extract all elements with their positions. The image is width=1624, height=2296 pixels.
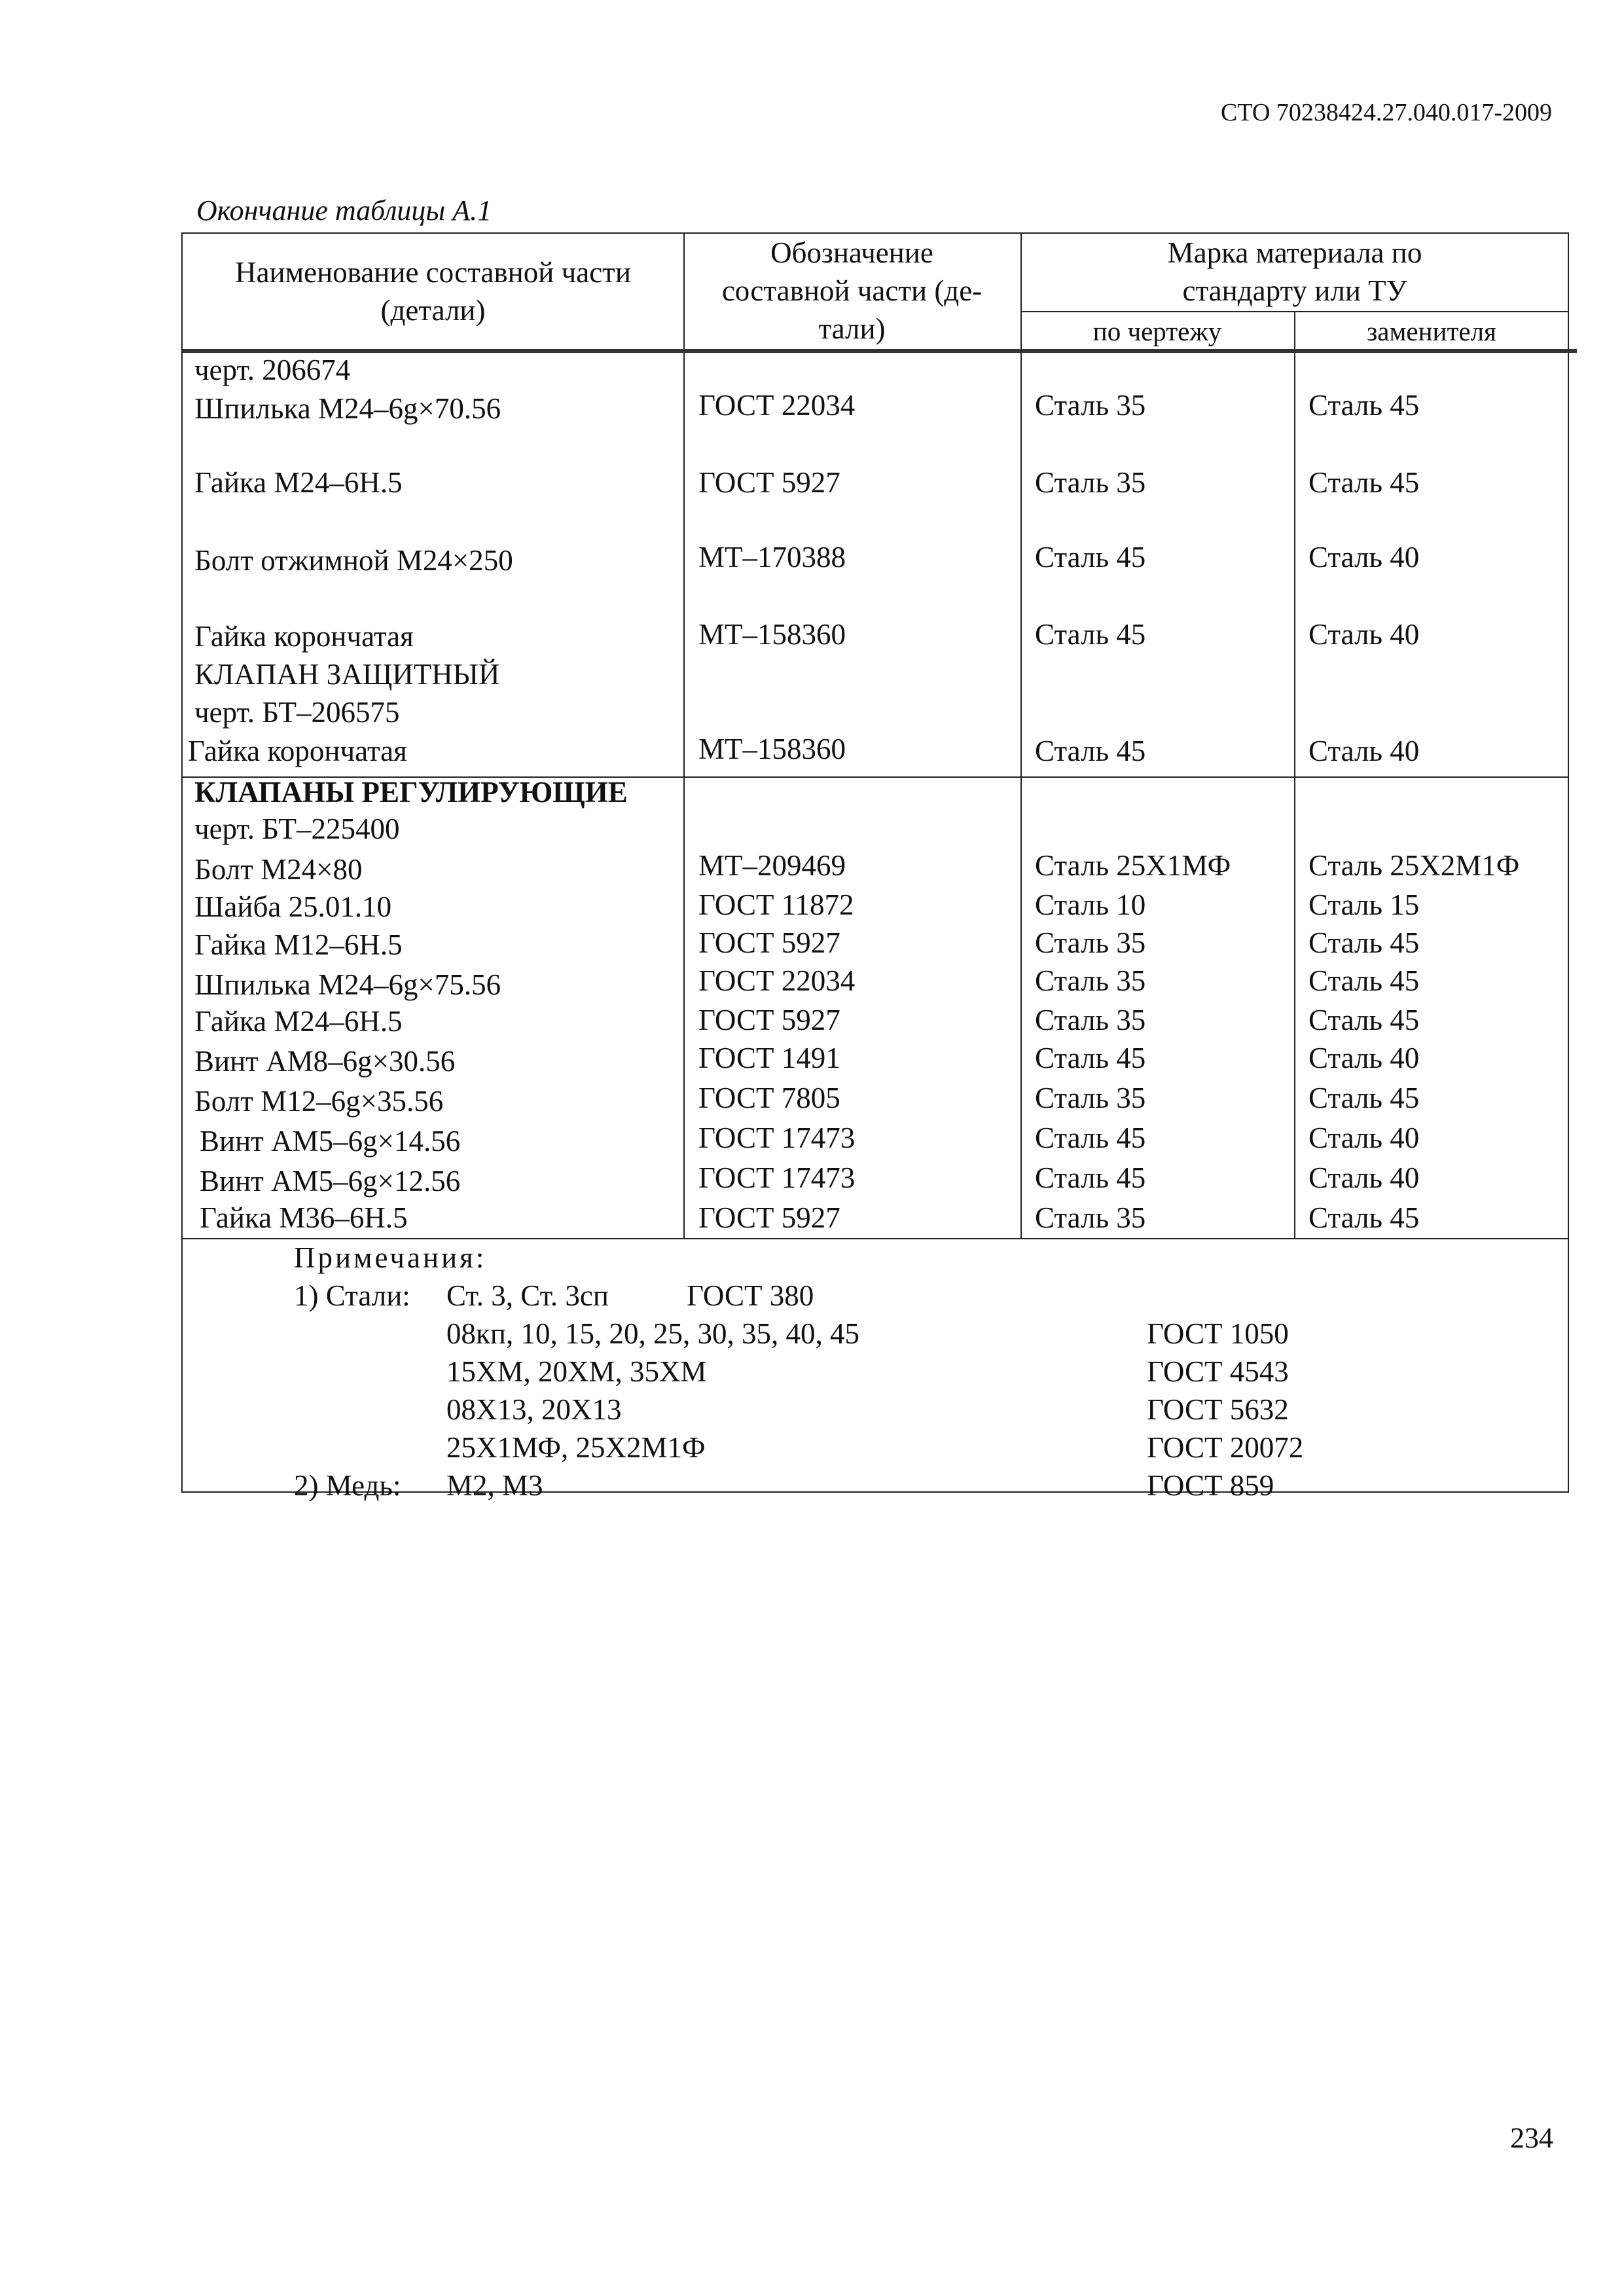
row-name: Гайка корончатая xyxy=(188,735,407,767)
col-divider-2 xyxy=(1020,234,1022,1239)
header-name xyxy=(183,253,683,329)
row-designation: МТ–158360 xyxy=(698,618,846,651)
row-material: Сталь 35 xyxy=(1035,1201,1146,1234)
row-substitute: Сталь 45 xyxy=(1308,1201,1420,1234)
row-material: Сталь 35 xyxy=(1035,389,1146,422)
header-designation-line2: составной части (де- xyxy=(721,274,983,307)
row-material: Сталь 45 xyxy=(1035,1161,1146,1194)
header-subdivider xyxy=(1020,311,1569,312)
header-designation-line1: Обозначение xyxy=(770,236,933,269)
notes-steel-grades: 08кп, 10, 15, 20, 25, 30, 35, 40, 45 xyxy=(446,1317,859,1350)
row-name: черт. БТ–225400 xyxy=(194,812,400,845)
notes-steel-gost: ГОСТ 5632 xyxy=(1147,1393,1289,1426)
notes-copper-grades: М2, М3 xyxy=(446,1469,543,1502)
row-name: Винт АМ8–6g×30.56 xyxy=(194,1045,456,1078)
row-material: Сталь 45 xyxy=(1035,735,1146,767)
header-designation xyxy=(683,234,1020,348)
row-substitute: Сталь 40 xyxy=(1308,1161,1420,1194)
notes-steel-grades: 25Х1МФ, 25Х2М1Ф xyxy=(446,1431,706,1464)
row-name: Гайка М12–6Н.5 xyxy=(194,928,403,961)
row-name: черт. 206674 xyxy=(194,354,351,386)
header-material-line1: Марка материала по xyxy=(1167,236,1422,269)
row-designation: ГОСТ 5927 xyxy=(698,926,840,959)
notes-steel-grades: Ст. 3, Ст. 3сп xyxy=(446,1279,609,1312)
table-caption: Окончание таблицы А.1 xyxy=(196,194,492,227)
row-designation: ГОСТ 17473 xyxy=(698,1161,856,1194)
row-designation: МТ–209469 xyxy=(698,849,846,882)
header-by-drawing: по чертежу xyxy=(1092,316,1222,346)
row-designation: ГОСТ 11872 xyxy=(698,888,854,921)
row-designation: ГОСТ 5927 xyxy=(698,466,840,499)
row-substitute: Сталь 45 xyxy=(1308,926,1420,959)
row-name: черт. БТ–206575 xyxy=(194,696,400,729)
page-number: 234 xyxy=(1510,2122,1553,2154)
header-bottom-rule xyxy=(183,349,1577,353)
header-material xyxy=(1020,234,1569,310)
row-substitute: Сталь 45 xyxy=(1308,964,1420,997)
notes-copper-label: 2) Медь: xyxy=(294,1469,401,1502)
row-name: КЛАПАНЫ РЕГУЛИРУЮЩИЕ xyxy=(194,776,628,809)
row-name: Шпилька М24–6g×70.56 xyxy=(194,392,501,425)
row-material: Сталь 35 xyxy=(1035,964,1146,997)
notes-steel-gost: ГОСТ 380 xyxy=(687,1279,814,1312)
row-material: Сталь 35 xyxy=(1035,1082,1146,1114)
row-substitute: Сталь 15 xyxy=(1308,888,1420,921)
row-material: Сталь 45 xyxy=(1035,1042,1146,1074)
col-divider-1 xyxy=(683,234,685,1239)
row-substitute: Сталь 40 xyxy=(1308,1042,1420,1074)
notes-steel-grades: 08Х13, 20Х13 xyxy=(446,1393,622,1426)
row-material: Сталь 35 xyxy=(1035,466,1146,499)
notes-steel-grades: 15ХМ, 20ХМ, 35ХМ xyxy=(446,1355,707,1388)
row-material: Сталь 35 xyxy=(1035,1004,1146,1036)
row-name: Винт АМ5–6g×14.56 xyxy=(200,1125,461,1157)
row-name: Болт отжимной М24×250 xyxy=(194,544,513,577)
notes-steel-gost: ГОСТ 20072 xyxy=(1147,1431,1304,1464)
row-material: Сталь 10 xyxy=(1035,888,1146,921)
row-substitute: Сталь 45 xyxy=(1308,466,1420,499)
header-name-line2: (детали) xyxy=(380,294,486,327)
notes-title: Примечания: xyxy=(294,1241,487,1274)
row-designation: ГОСТ 5927 xyxy=(698,1201,840,1234)
row-designation: ГОСТ 1491 xyxy=(698,1042,840,1074)
row-substitute: Сталь 45 xyxy=(1308,1004,1420,1036)
row-designation: ГОСТ 22034 xyxy=(698,389,856,422)
header-name-line1: Наименование составной части xyxy=(235,256,631,289)
notes-steel-label: 1) Стали: xyxy=(294,1279,410,1312)
row-name: Гайка М24–6Н.5 xyxy=(194,1005,403,1038)
row-substitute: Сталь 25Х2М1Ф xyxy=(1308,849,1520,882)
header-designation-line3: тали) xyxy=(818,312,886,345)
row-material: Сталь 25Х1МФ xyxy=(1035,849,1231,882)
row-designation: ГОСТ 5927 xyxy=(698,1004,840,1036)
col-divider-3 xyxy=(1294,311,1295,1239)
notes-divider xyxy=(183,1238,1569,1239)
row-designation: МТ–158360 xyxy=(698,733,846,765)
row-name: Шайба 25.01.10 xyxy=(194,890,392,923)
row-substitute: Сталь 40 xyxy=(1308,1121,1420,1154)
row-substitute: Сталь 40 xyxy=(1308,541,1420,574)
row-name: Болт М24×80 xyxy=(194,853,363,886)
row-name: Гайка М36–6Н.5 xyxy=(200,1201,408,1234)
row-name: Шпилька М24–6g×75.56 xyxy=(194,968,501,1001)
row-designation: ГОСТ 22034 xyxy=(698,964,856,997)
row-name: Болт М12–6g×35.56 xyxy=(194,1085,444,1118)
document-code: СТО 70238424.27.040.017-2009 xyxy=(1220,99,1552,126)
row-material: Сталь 35 xyxy=(1035,926,1146,959)
row-substitute: Сталь 45 xyxy=(1308,389,1420,422)
notes-copper-gost: ГОСТ 859 xyxy=(1147,1469,1274,1502)
row-name: Винт АМ5–6g×12.56 xyxy=(200,1165,461,1197)
row-designation: МТ–170388 xyxy=(698,541,846,574)
notes-steel-gost: ГОСТ 4543 xyxy=(1147,1355,1289,1388)
row-name: КЛАПАН ЗАЩИТНЫЙ xyxy=(194,658,500,691)
row-name: Гайка М24–6Н.5 xyxy=(194,466,403,499)
row-substitute: Сталь 40 xyxy=(1308,735,1420,767)
row-material: Сталь 45 xyxy=(1035,618,1146,651)
row-material: Сталь 45 xyxy=(1035,1121,1146,1154)
header-material-line2: стандарту или ТУ xyxy=(1182,274,1407,307)
row-material: Сталь 45 xyxy=(1035,541,1146,574)
row-substitute: Сталь 45 xyxy=(1308,1082,1420,1114)
notes-steel-gost: ГОСТ 1050 xyxy=(1147,1317,1289,1350)
row-name: Гайка корончатая xyxy=(194,620,414,653)
row-designation: ГОСТ 17473 xyxy=(698,1121,856,1154)
row-designation: ГОСТ 7805 xyxy=(698,1082,840,1114)
materials-table xyxy=(181,232,1569,1502)
header-substitute: заменителя xyxy=(1367,316,1496,346)
row-substitute: Сталь 40 xyxy=(1308,618,1420,651)
